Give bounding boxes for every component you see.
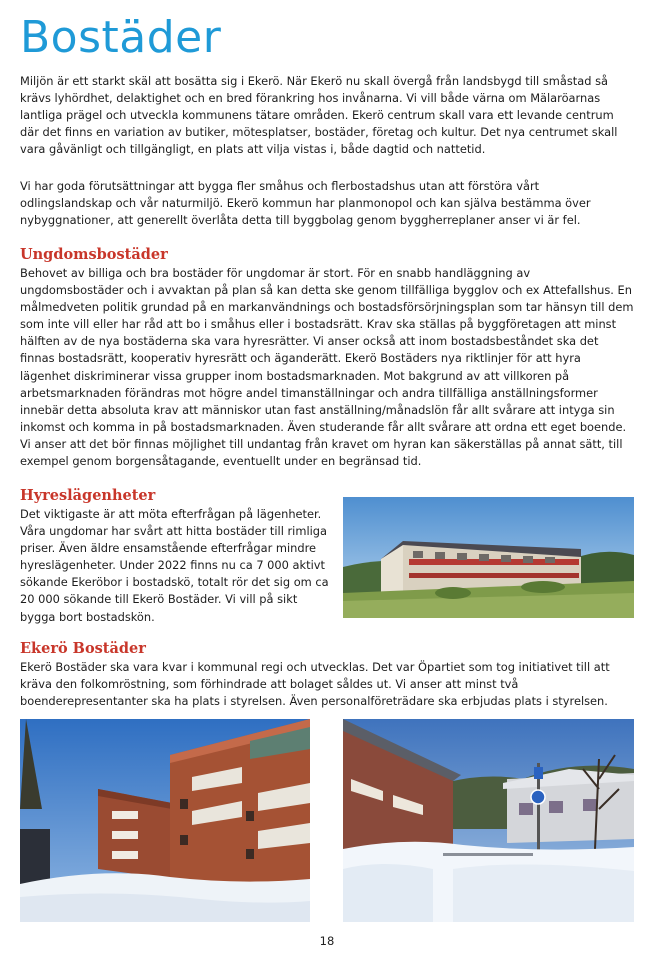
photo-row-houses [343, 497, 634, 618]
body-ungdomsbostader: Behovet av billiga och bra bostäder för ungdomar är stort. För en snabb handläggning av ungdomsbostäder och i avvaktan på plan så kan detta ske genom tillfälliga bygglov och ex Attefallshus. En målmedveten politik grundad på en markanvändnings och bostadsförsörjningsplan som tar hänsyn till dem som inte vill eller har råd att bo i småhus eller i bostadsrätt. Krav ska ställas på byggföretagen att minst hälften av de nya bostäderna ska vara hyresrätter. Vi anser också att inom bostadsbeståndet ska det finnas bostadsrätt, kooperativ hyresrätt och äganderätt. Ekerö Bostäders nya riktlinjer för att hyra lägenhet diskriminerar vissa grupper inom bostadsmarknaden. Mot bakgrund av att villkoren på arbetsmarknaden förändras mot högre andel timanställningar och andra tillfälliga anställningsformer innebär detta absoluta krav att människor utan fast anställning/månadslön får allt svårare att intyga sin inkomst och komma in på bostadsmarknaden. Även studerande får allt svårare att ordna ett eget boende. Vi anser att det bör finnas möjlighet till undantag från kravet om hyran kan säkerställas på annat sätt, till exempel genom borgensåtagande, eventuellt under en begränsad tid. [20, 266, 634, 469]
heading-ungdomsbostader: Ungdomsbostäder [20, 246, 168, 263]
body-ekero-bostader: Ekerö Bostäder ska vara kvar i kommunal regi och utvecklas. Det var Öpartiet som tog initiativet till att kräva den folkomröstning, som förhindrade att bolaget såldes ut. Vi anser att minst två boenderepresentanter ska ha plats i styrelsen. Även personalföreträdare ska erbjudas plats i styrelsen. [20, 660, 610, 709]
page-title: Bostäder [20, 12, 222, 63]
heading-hyreslagenheter: Hyreslägenheter [20, 487, 156, 504]
body-hyreslagenheter: Det viktigaste är att möta efterfrågan på lägenheter. Våra ungdomar har svårt att hitta bostäder till rimliga priser. Även äldre ensamstående efterfrågar mindre hyreslägenheter. Under 2022 finns nu ca 7 000 aktivt sökande Ekeröbor i bostadskö, totalt rör det sig om ca 20 000 sökande till Ekerö Bostäder. Vi vill på sikt bygga bort bostadskön. [20, 507, 329, 624]
photo-apartment-blocks-winter [20, 719, 310, 922]
heading-ekero-bostader: Ekerö Bostäder [20, 640, 146, 657]
intro-paragraph-2: Vi har goda förutsättningar att bygga fler småhus och flerbostadshus utan att förstöra vårt odlingslandskap och vår naturmiljö. Ekerö kommun har planmonopol och kan själva bestämma över nybyggnationer, att generellt överlåta detta till byggbolag genom byggherreplaner anser vi är fel. [20, 179, 591, 228]
photo-snowy-street [343, 719, 634, 922]
intro-paragraph-1: Miljön är ett starkt skäl att bosätta sig i Ekerö. När Ekerö nu skall övergå från landsbygd till småstad så krävs lyhördhet, delaktighet och en bred förankring hos invånarna. Vi vill både värna om Mälaröarnas lantliga prägel och utveckla kommunens tätare områden. Ekerö centrum skall vara ett levande centrum där det finns en variation av butiker, mötesplatser, bostäder, företag och kultur. Det nya centrumet skall vara gåvänligt och tillgängligt, en plats att vilja vistas i, både dagtid och nattetid. [20, 74, 618, 157]
page-number: 18 [319, 934, 335, 948]
